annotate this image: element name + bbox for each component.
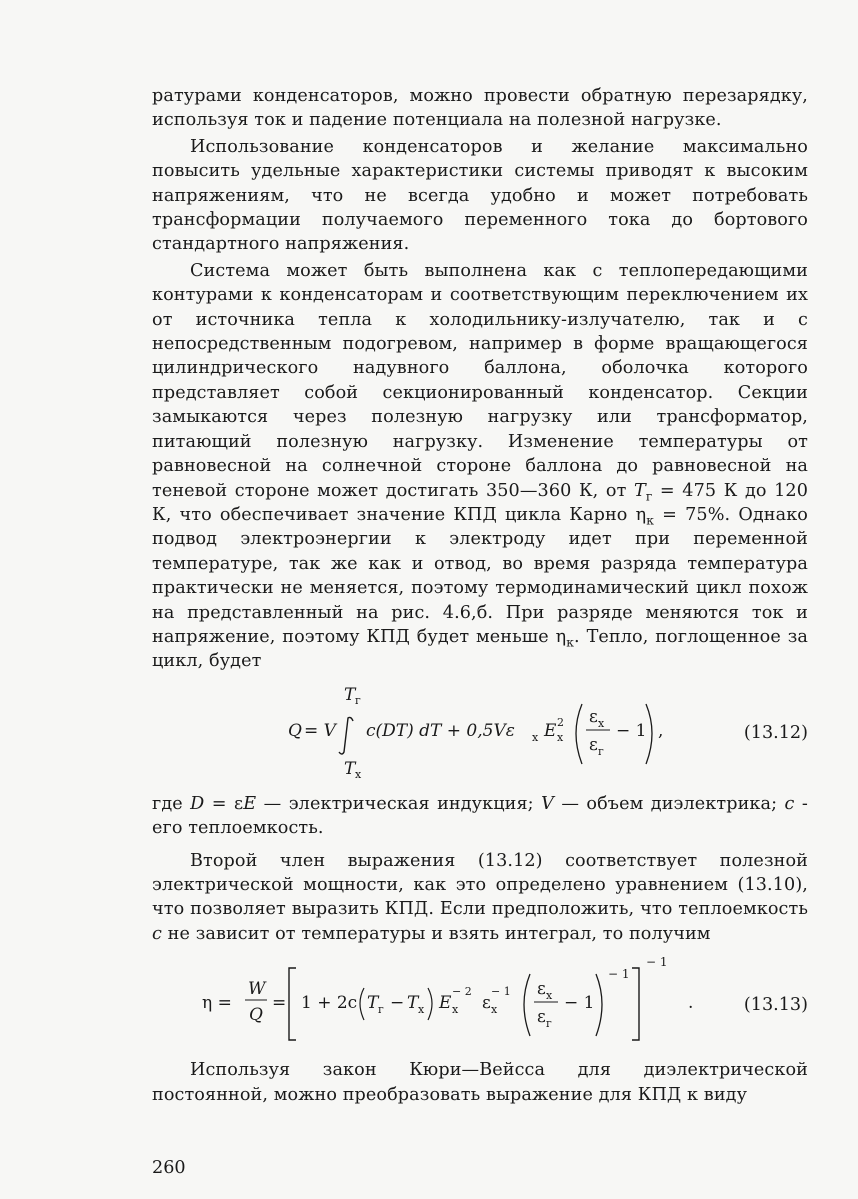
page-body <box>152 84 808 1107</box>
eq2-frac-num: ε <box>537 979 546 1000</box>
eq2-frac-num-sub: х <box>546 989 553 1003</box>
integral-sign <box>339 717 353 754</box>
eq2-frac-den: ε <box>537 1007 546 1028</box>
eq2-minus1: − 1 <box>564 993 595 1014</box>
eq1-E-sub: х <box>557 730 564 744</box>
eq1-comma: , <box>658 720 664 741</box>
eq2-paren-l <box>360 988 364 1020</box>
page-number: 260 <box>152 1158 186 1178</box>
eq1-integrand-sub: х <box>532 730 539 744</box>
eq2-Tx: T <box>407 993 419 1014</box>
eq2-Tx-sub: х <box>418 1003 425 1017</box>
eq2-paren-r <box>428 988 432 1020</box>
eq2-big-paren-l <box>524 974 530 1036</box>
equation-13-12-graphic <box>152 678 808 786</box>
eq2-big-paren-r <box>596 974 602 1036</box>
eq1-Q: Q <box>288 720 302 741</box>
paragraph-2: Использование конденсаторов и желание максимально повысить удельные характеристики системы приводят к высоким напряжениям, что не всегда удобно и может потребовать трансформации получаемого переменного тока до бортового стандартного напряжения. <box>152 136 808 255</box>
eq2-left-bracket <box>289 968 296 1040</box>
eq1-left-paren <box>576 704 582 764</box>
eq2-eps: ε <box>482 993 491 1014</box>
eq2-eps-sup: − 1 <box>491 985 511 999</box>
eq1-E-sup: 2 <box>557 715 564 729</box>
eq2-outer-sup: − 1 <box>646 955 668 970</box>
paragraph-5: Второй член выражения (13.12) соответствует полезной электрической мощности, как это определено уравнением (13.10), что позволяет выразить КПД. Если предположить, что теплоемкость c не зависит от температуры и взять интеграл, то получим <box>152 850 808 944</box>
eq2-frac-den-sub: г <box>546 1017 552 1031</box>
eq1-frac-den-sub: г <box>598 744 604 758</box>
eq2-eq: = <box>272 993 287 1014</box>
eq1-frac-den: ε <box>589 734 598 755</box>
eq2-right-bracket <box>632 968 639 1040</box>
paragraph-4: где D = εE — электрическая индукция; V — объем диэлектрика; c - его теплоемкость. <box>152 793 808 839</box>
eq1-lower-limit-sub: х <box>355 767 362 781</box>
equation-13-13-graphic <box>152 948 808 1052</box>
eq1-frac-num-sub: х <box>598 716 605 730</box>
eq2-one-plus: 1 + 2c <box>301 993 358 1014</box>
eq1-E: E <box>544 720 557 741</box>
eq2-W: W <box>248 979 266 1000</box>
eq2-E: E <box>439 993 452 1014</box>
eq1-right-paren <box>646 704 652 764</box>
eq2-eta: η = <box>202 993 232 1014</box>
eq1-integrand: c(DT) dT + 0,5Vε <box>366 720 515 741</box>
paragraph-3: Система может быть выполнена как с теплопередающими контурами к конденсаторам и соответствующим переключением их от источника тепла к холодильнику-излучателю, так и с непосредственным подогревом, например в форме вращающегося цилиндрического надувного баллона, оболочка которого представляет собой секционированный конденсатор. Секции замыкаются через полезную нагрузку или трансформатор, питающий полезную нагрузку. Изменение температуры от равновесной на солнечной стороне баллона до равновесной на теневой стороне может достигать 350—360 К, от $T_г = 475$ К до 120 К, что обеспечивает значение КПД цикла Карно $\eta_к = 75\%$. Однако подвод электроэнергии к электроду идет при переменной температуре, так же как и отвод, во время разряда температура практически не меняется, поэтому термодинамический цикл похож на представленный на рис. 4.6,б. При разряде меняются ток и напряжение, поэтому КПД будет меньше $\eta_к$. Тепло, поглощенное за цикл, будет <box>152 260 808 672</box>
equation-13-13-number: (13.13) <box>743 995 808 1016</box>
eq1-minus1: − 1 <box>616 720 647 741</box>
equation-13-12-number: (13.12) <box>743 722 808 743</box>
equation-13-13 <box>152 948 808 1052</box>
eq2-minus: − <box>390 993 405 1014</box>
equation-13-12 <box>152 678 808 786</box>
eq1-upper-limit: T <box>344 684 356 705</box>
eq2-dot: . <box>688 993 694 1014</box>
eq2-inner-sup: − 1 <box>608 967 630 982</box>
eq1-eqV: = V <box>304 720 336 741</box>
eq2-E-sup: − 2 <box>452 985 472 999</box>
eq1-lower-limit: T <box>344 758 356 779</box>
eq2-Tg-sub: г <box>378 1003 384 1017</box>
eq2-Q: Q <box>249 1005 263 1026</box>
eq2-eps-sub: х <box>491 1003 498 1017</box>
eq2-E-sub: х <box>452 1003 459 1017</box>
paragraph-1: ратурами конденсаторов, можно провести обратную перезарядку, используя ток и падение потенциала на полезной нагрузке. <box>152 86 808 131</box>
eq1-frac-num: ε <box>589 706 598 727</box>
eq2-Tg: T <box>367 993 379 1014</box>
eq1-upper-limit-sub: г <box>355 693 361 707</box>
paragraph-6: Используя закон Кюри—Вейсса для диэлектрической постоянной, можно преобразовать выражение для КПД к виду <box>152 1060 808 1105</box>
